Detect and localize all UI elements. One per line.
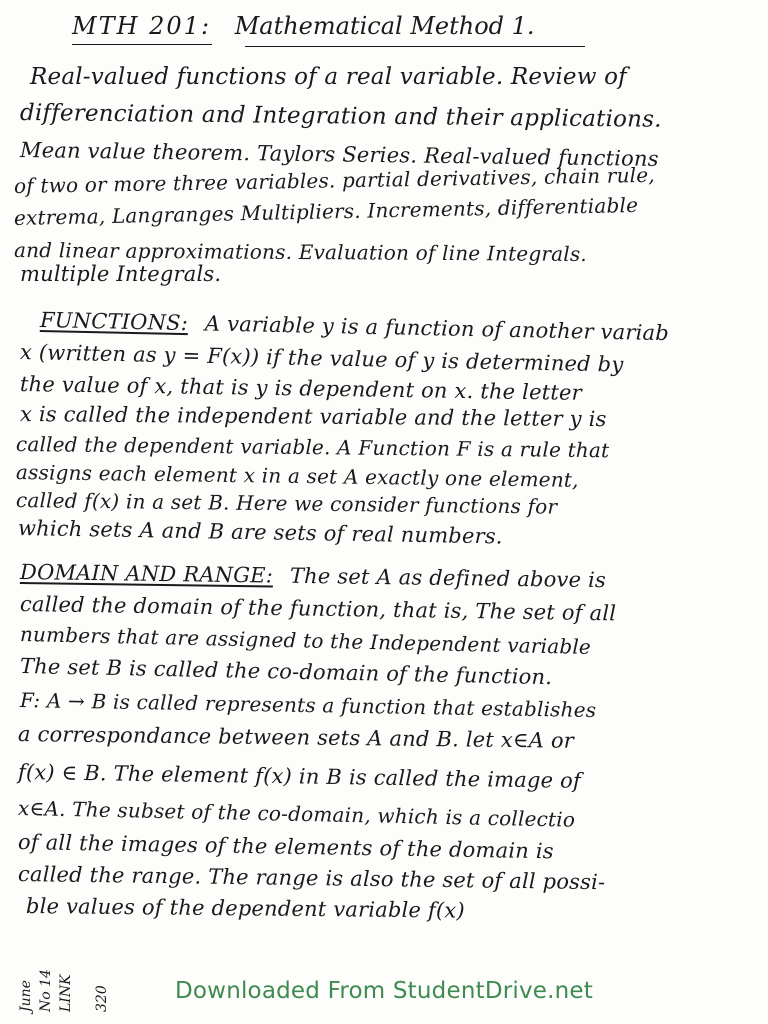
margin-note-line: LINK <box>58 974 74 1012</box>
functions-line: x (written as y = F(x)) if the value of y is determined by <box>19 340 624 377</box>
functions-line: the value of x, that is y is dependent on x. the letter <box>19 372 583 405</box>
domain-heading: DOMAIN AND RANGE: <box>19 560 274 588</box>
margin-note-line: 320 <box>94 985 110 1012</box>
title-separator: : <box>200 12 210 40</box>
functions-line: which sets A and B are sets of real numbers. <box>17 516 503 549</box>
domain-line: a correspondance between sets A and B. let x∈A or <box>17 722 575 753</box>
syllabus-line: differenciation and Integration and their applications. <box>19 100 662 133</box>
domain-line: The set A as defined above is <box>289 563 607 593</box>
functions-line: called f(x) in a set B. Here we consider functions for <box>15 488 558 519</box>
syllabus-line: Real-valued functions of a real variable. Review of <box>30 64 627 90</box>
domain-line: called the range. The range is also the set of all possi- <box>17 862 606 895</box>
functions-line: x is called the independent variable and the letter y is <box>19 402 607 432</box>
domain-line: called the domain of the function, that is, The set of all <box>19 592 617 626</box>
download-watermark: Downloaded From StudentDrive.net <box>175 978 593 1004</box>
margin-note-line: June <box>18 980 34 1012</box>
page-title <box>72 12 535 40</box>
syllabus-line: and linear approximations. Evaluation of line Integrals. <box>13 238 587 266</box>
course-title: Mathematical Method 1. <box>234 12 535 40</box>
syllabus-line: Mean value theorem. Taylors Series. Real-valued functions <box>19 138 659 171</box>
domain-line: of all the images of the elements of the domain is <box>17 830 554 864</box>
domain-line: numbers that are assigned to the Independent variable <box>19 622 592 659</box>
functions-heading: FUNCTIONS: <box>39 308 189 336</box>
syllabus-line: extrema, Langranges Multipliers. Increments, differentiable <box>13 192 639 230</box>
domain-line: F: A → B is called represents a function that establishes <box>19 688 597 723</box>
title-underline <box>72 44 212 45</box>
syllabus-line: of two or more three variables. partial derivatives, chain rule, <box>13 162 656 198</box>
course-code: MTH 201 <box>72 12 201 40</box>
margin-note-line: No 14 <box>38 969 54 1012</box>
functions-line: called the dependent variable. A Function F is a rule that <box>15 432 610 463</box>
domain-line: The set B is called the co-domain of the function. <box>19 654 553 690</box>
domain-line: x∈A. The subset of the co-domain, which is a collectio <box>17 796 576 832</box>
functions-first-line <box>40 308 669 345</box>
functions-line: assigns each element x in a set A exactly one element, <box>15 460 579 492</box>
domain-first-line <box>20 560 606 592</box>
domain-line: f(x) ∈ B. The element f(x) in B is called the image of <box>17 760 582 793</box>
title-underline <box>245 46 585 47</box>
domain-line: ble values of the dependent variable f(x) <box>25 894 465 923</box>
functions-line: A variable y is a function of another variab <box>204 311 670 346</box>
syllabus-line: multiple Integrals. <box>20 262 222 286</box>
